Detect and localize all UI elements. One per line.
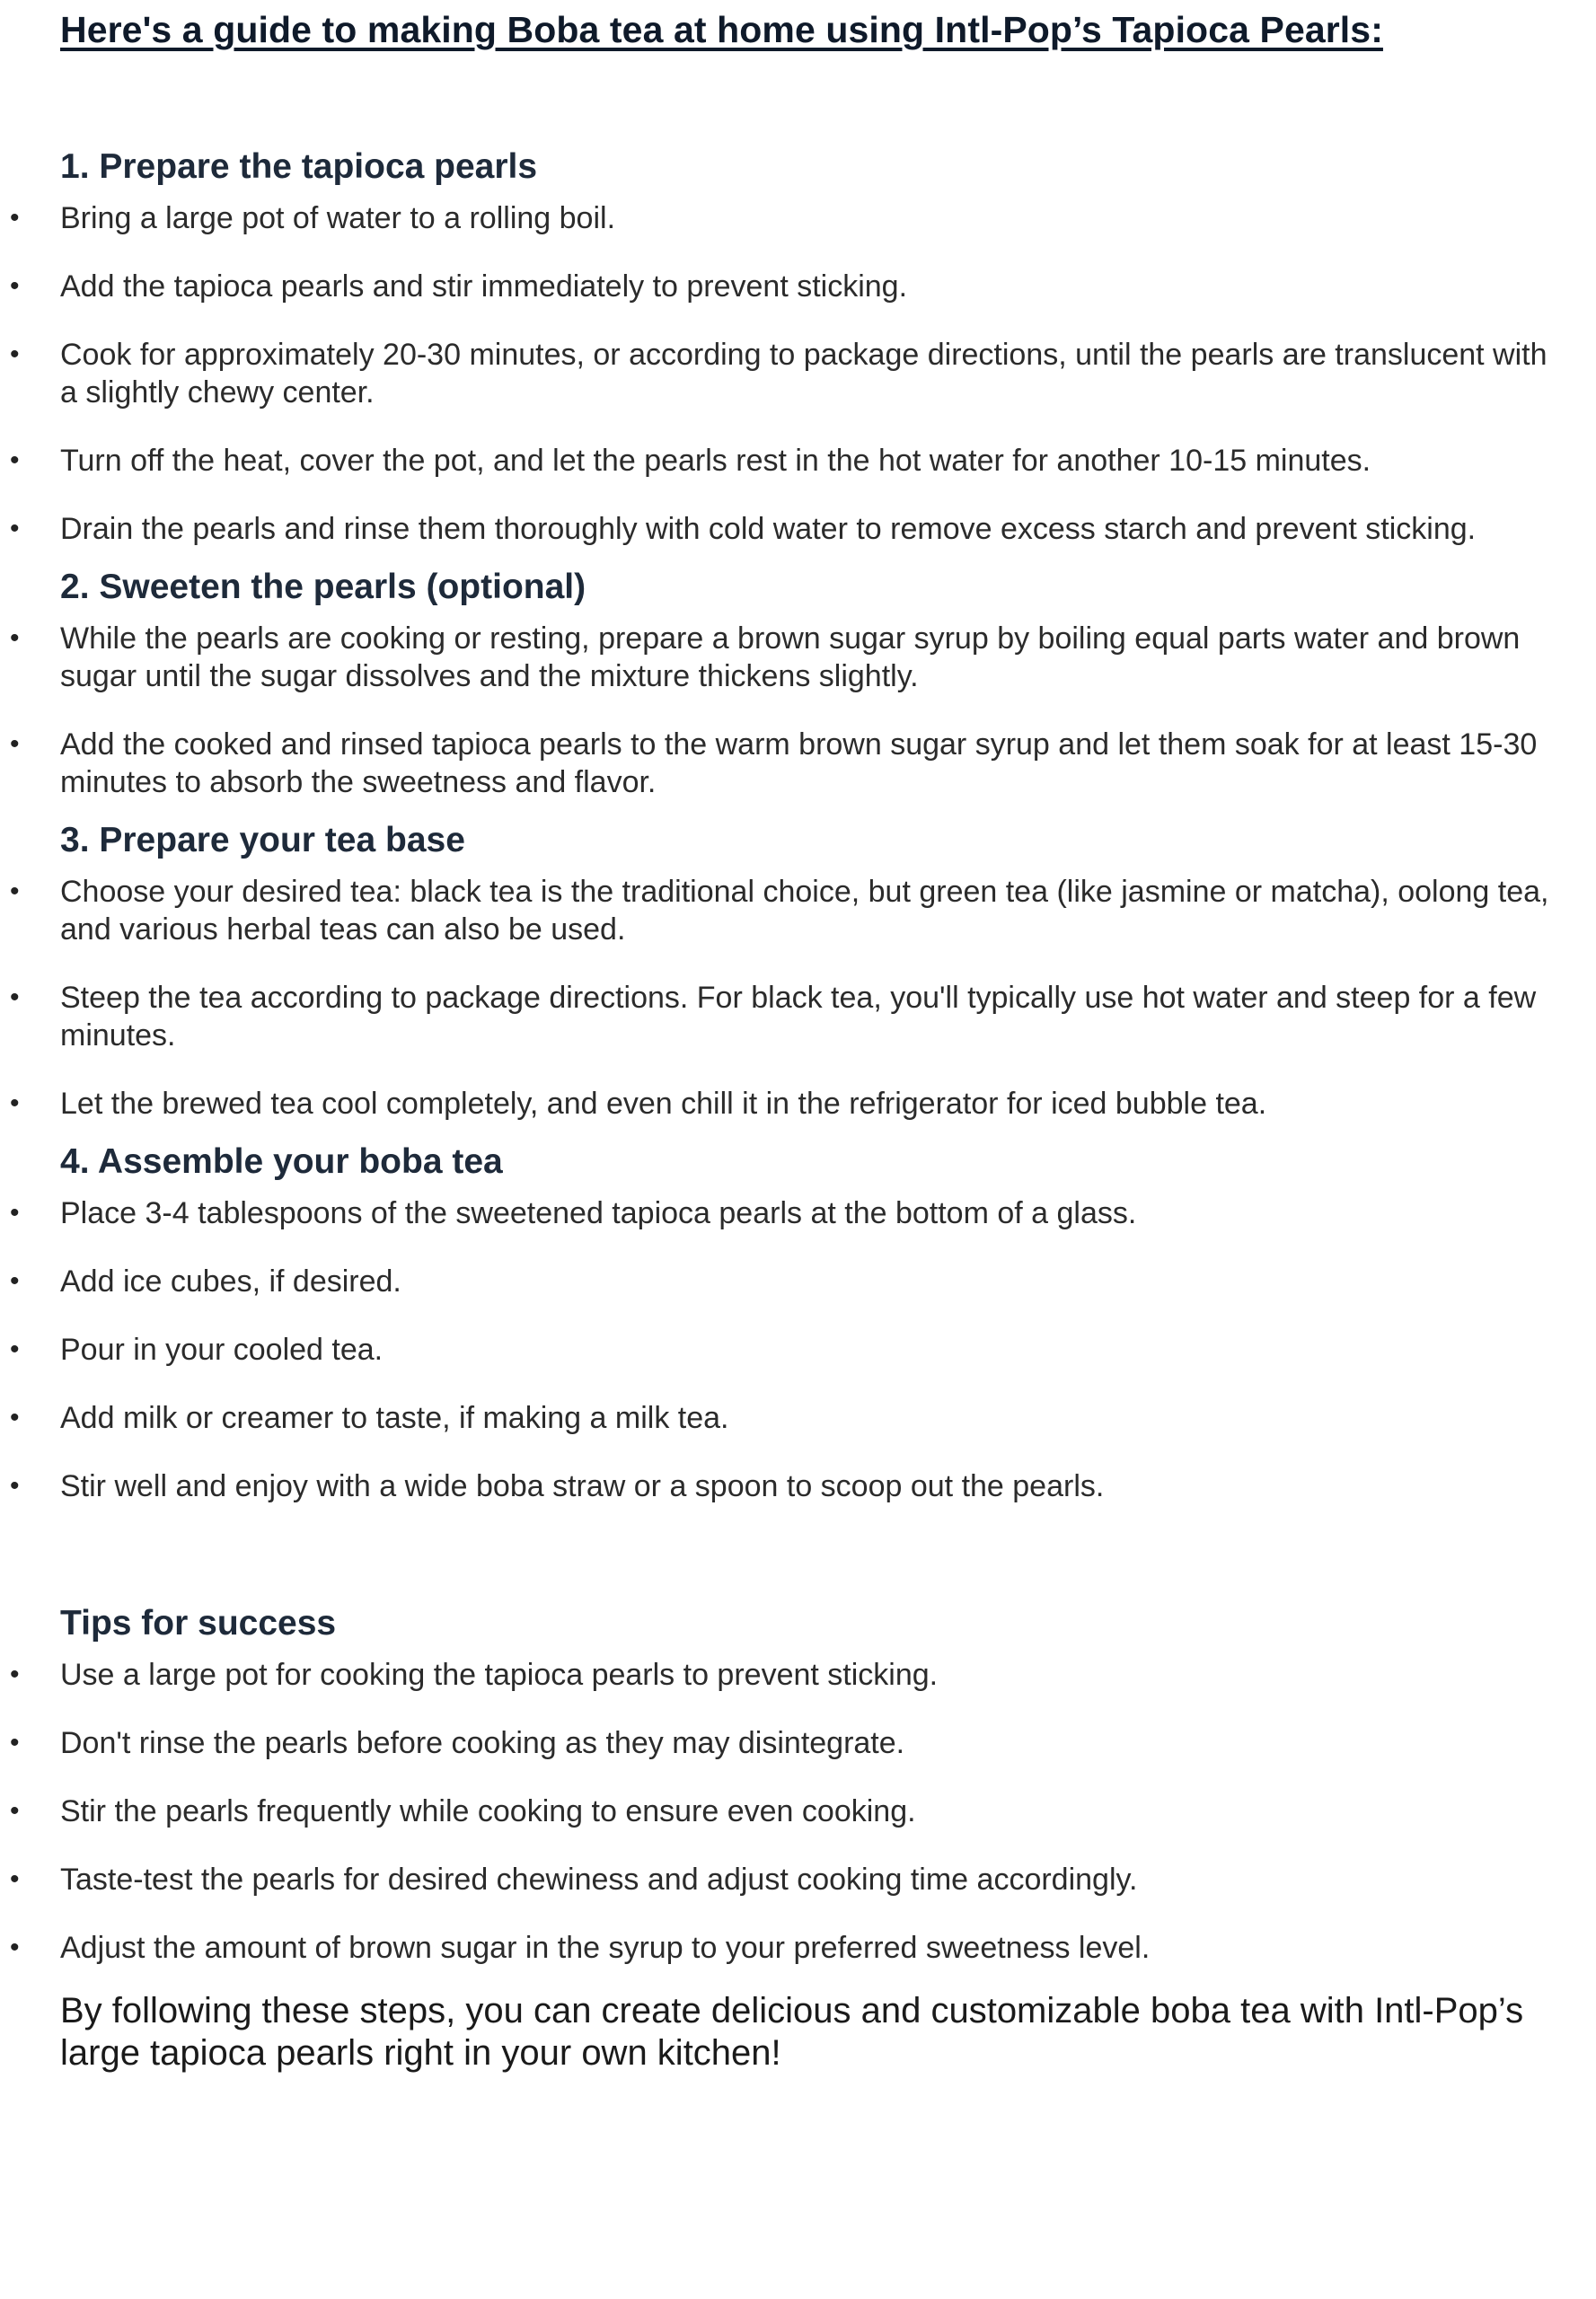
list-item-text: Turn off the heat, cover the pot, and let the pearls rest in the hot water for another 10-15 minutes.	[60, 444, 1371, 478]
list-item	[10, 199, 1551, 237]
bullet-icon: •	[10, 1403, 20, 1432]
bullet-icon: •	[10, 1728, 20, 1757]
list-item-text: Drain the pearls and rinse them thoroughly with cold water to remove excess starch and prevent sticking.	[60, 512, 1477, 546]
section-heading-sweeten-pearls: 2. Sweeten the pearls (optional)	[60, 568, 586, 606]
list-item-text: Stir well and enjoy with a wide boba straw or a spoon to scoop out the pearls.	[60, 1469, 1105, 1503]
bullet-icon: •	[10, 514, 20, 543]
list-item-text: Choose your desired tea: black tea is the traditional choice, but green tea (like jasmine or matcha), oolong tea, and various herbal teas can also be used.	[60, 875, 1549, 947]
list-item-text: Pour in your cooled tea.	[60, 1333, 384, 1367]
section-heading-prepare-pearls: 1. Prepare the tapioca pearls	[60, 147, 538, 186]
list-item-text: Cook for approximately 20-30 minutes, or according to package directions, until the pearls are translucent with a slightly chewy center.	[60, 338, 1548, 410]
list-item-text: Add milk or creamer to taste, if making a milk tea.	[60, 1401, 729, 1435]
list-item	[10, 873, 1551, 948]
list-item	[10, 1194, 1551, 1232]
bullet-icon: •	[10, 1088, 20, 1118]
closing-paragraph: By following these steps, you can create delicious and customizable boba tea with Intl-Pop’s large tapioca pearls right in your own kitchen!	[60, 1991, 1524, 2073]
list-item-text: Don't rinse the pearls before cooking as they may disintegrate.	[60, 1726, 905, 1760]
list-item-text: Steep the tea according to package directions. For black tea, you'll typically use hot water and steep for a few minutes.	[60, 981, 1537, 1053]
list-item-text: Taste-test the pearls for desired chewiness and adjust cooking time accordingly.	[60, 1863, 1138, 1897]
section-heading-tea-base: 3. Prepare your tea base	[60, 821, 465, 859]
list-item-text: Add the cooked and rinsed tapioca pearls to the warm brown sugar syrup and let them soak for at least 15-30 minutes to absorb the sweetness and flavor.	[60, 727, 1538, 799]
list-item	[10, 1656, 1551, 1694]
bullet-icon: •	[10, 445, 20, 475]
list-item	[10, 1861, 1551, 1898]
step-list-tea-base	[10, 873, 1551, 1123]
list-item	[10, 510, 1551, 548]
list-item-text: Add the tapioca pearls and stir immediately to prevent sticking.	[60, 269, 908, 304]
list-item	[10, 1724, 1551, 1762]
tips-list	[10, 1656, 1551, 1967]
bullet-icon: •	[10, 982, 20, 1012]
list-item	[10, 336, 1551, 411]
list-item-text: Use a large pot for cooking the tapioca pearls to prevent sticking.	[60, 1658, 939, 1692]
bullet-icon: •	[10, 1198, 20, 1228]
list-item-text: Add ice cubes, if desired.	[60, 1264, 401, 1299]
bullet-icon: •	[10, 203, 20, 233]
document-body	[10, 144, 1551, 2074]
document-title: Here's a guide to making Boba tea at home using Intl-Pop’s Tapioca Pearls:	[60, 9, 1383, 50]
list-item-text: While the pearls are cooking or resting, prepare a brown sugar syrup by boiling equal parts water and brown sugar until the sugar dissolves and the mixture thickens slightly.	[60, 621, 1521, 693]
list-item	[10, 442, 1551, 480]
section-spacer	[60, 1521, 1551, 1600]
list-item	[10, 1467, 1551, 1505]
list-item-text: Let the brewed tea cool completely, and even chill it in the refrigerator for iced bubble tea.	[60, 1087, 1267, 1121]
list-item	[10, 1399, 1551, 1437]
list-item	[10, 726, 1551, 801]
bullet-icon: •	[10, 1266, 20, 1296]
bullet-icon: •	[10, 271, 20, 301]
section-heading-tips: Tips for success	[60, 1604, 337, 1643]
list-item	[10, 1929, 1551, 1967]
list-item-text: Adjust the amount of brown sugar in the syrup to your preferred sweetness level.	[60, 1931, 1151, 1965]
list-item	[10, 1085, 1551, 1123]
bullet-icon: •	[10, 623, 20, 653]
section-heading-assemble: 4. Assemble your boba tea	[60, 1142, 503, 1181]
list-item	[10, 1793, 1551, 1830]
bullet-icon: •	[10, 339, 20, 369]
list-item	[10, 620, 1551, 695]
bullet-icon: •	[10, 729, 20, 759]
bullet-icon: •	[10, 1660, 20, 1689]
step-list-assemble	[10, 1194, 1551, 1505]
list-item	[10, 1331, 1551, 1369]
bullet-icon: •	[10, 1334, 20, 1364]
bullet-icon: •	[10, 1796, 20, 1826]
list-item-text: Place 3-4 tablespoons of the sweetened tapioca pearls at the bottom of a glass.	[60, 1196, 1137, 1230]
bullet-icon: •	[10, 1933, 20, 1962]
step-list-prepare-pearls	[10, 199, 1551, 548]
bullet-icon: •	[10, 876, 20, 906]
list-item	[10, 979, 1551, 1054]
list-item	[10, 1263, 1551, 1300]
list-item	[10, 268, 1551, 305]
bullet-icon: •	[10, 1471, 20, 1501]
bullet-icon: •	[10, 1864, 20, 1894]
step-list-sweeten-pearls	[10, 620, 1551, 801]
list-item-text: Stir the pearls frequently while cooking to ensure even cooking.	[60, 1794, 916, 1828]
list-item-text: Bring a large pot of water to a rolling boil.	[60, 201, 616, 235]
